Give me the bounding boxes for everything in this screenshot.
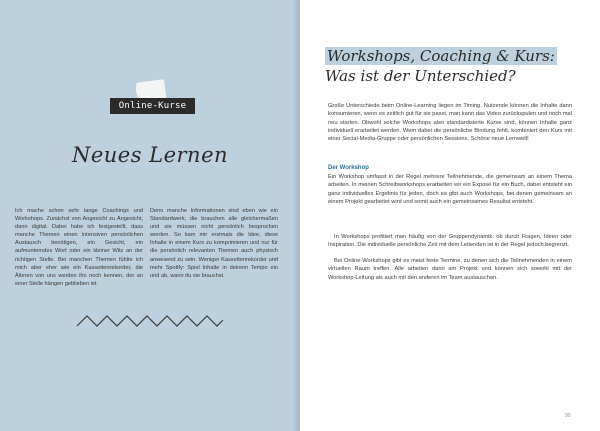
left-page-title: Neues Lernen	[71, 143, 229, 167]
paragraph-workshop-2: In Workshops profitiert man häufig von der Gruppendynamik: ob durch Fragen, Ideen oder Inspiration. Die individuelle persönliche Zeit mit dem Leitenden ist in der Regel jedoch begrenzt.	[328, 234, 572, 249]
paragraph-workshop-3: Bei Online-Workshops gibt es meist feste Termine, zu denen sich die Teilnehmenden in einem virtuellen Raum treffen. Alle arbeiten dann am Projekt und können sich sowohl mit der Workshop-Leitung als auch mit den anderen im Team austauschen.	[328, 258, 572, 281]
heading-line-1: Workshops, Coaching & Kurs:	[327, 47, 555, 65]
paragraph-workshop-1: Ein Workshop umfasst in der Regel mehrere Teilnehmende, die gemeinsam an einem Thema arbeiten. In meinen Schreibworkshops erarbeiten wir ein Exposé für ein Buch, dabei entsteht ein ganz individuelles Ergebnis für jeden, doch es gibt auch Workshops, bei denen gemeinsam an einem Projekt gearbeitet wird und somit auch ein gemeinsames Resultat entsteht.	[328, 174, 572, 205]
page-heading	[325, 46, 555, 86]
page-number: 90	[565, 413, 571, 419]
section-label: Online-Kurse	[110, 98, 195, 114]
subheading-workshop: Der Workshop	[328, 165, 369, 171]
heading-line-2: Was ist der Unterschied?	[325, 67, 516, 85]
zigzag-ornament	[75, 313, 225, 329]
left-column-1: Ich mache schon sehr lange Coachings und Workshops. Zunächst von Angesicht zu Angesicht, dann digital. Dabei habe ich festgestellt, dass manche Themen einen intensiven persönlichen Austausch benötigen, ein Gesicht, ein aufmunterndes Wort oder ein kleiner Witz an der richtigen Stelle. Bei manchen Themen fühlte ich mich aber eher wie ein Kassettenrekorder, die Älteren von uns werden ihn noch kennen, der an einer Stelle hängen geblieben ist.	[15, 208, 143, 287]
paragraph-intro: Große Unterschiede beim Online-Learning liegen im Timing. Nutzende können die Inhalte dann konsumieren, wenn es zeitlich gut für sie passt, man kann das Video zurückspulen und noch mal neu starten. Obwohl solche Workshops also standardisierte Kurse sind, können Inhalte ganz individuell erarbeitet werden. Wem dabei die persönliche Bindung fehlt, kombiniert den Kurs mit einer Social-Media-Gruppe oder persönlichen Sessions. Schöne neue Lernwelt!	[328, 103, 572, 143]
left-column-2: Denn manche Informationen sind eben wie ein Standardwerk, die brauchen alle gleichermaßen und sie müssen nicht persönlich besprochen werden. So kam mir erstmals die Idee, diese Inhalte in einem Kurs zu komprimieren und nur für die persönlich relevanten Themen auch physisch anwesend zu sein. Weniger Kassettenrekorder und mehr Spotify: Spiel Inhalte in deinem Tempo ein und ab, wann du sie brauchst.	[150, 208, 278, 279]
right-page	[300, 0, 600, 431]
